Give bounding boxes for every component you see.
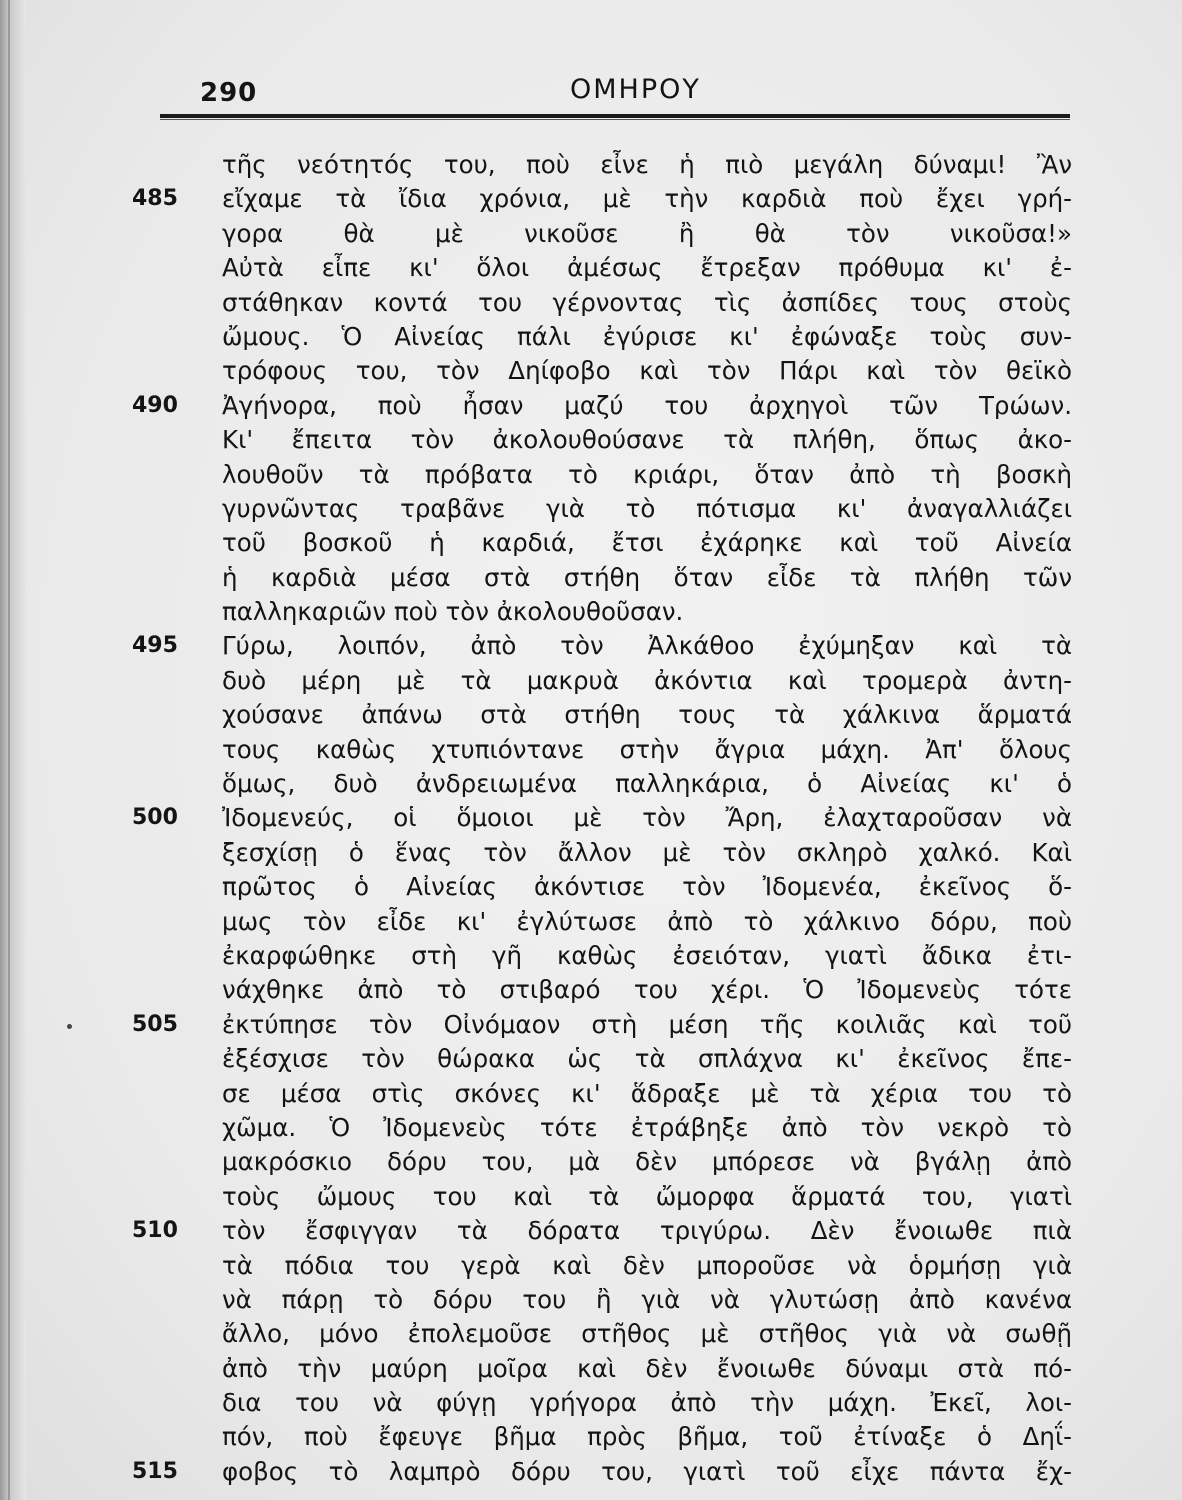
line-text: λουθοῦν τὰ πρόβατα τὸ κριάρι, ὅταν ἀπὸ τὴ βοσκὴ [222, 459, 1072, 489]
text-line [132, 767, 1072, 801]
line-text: εἴχαμε τὰ ἴδια χρόνια, μὲ τὴν καρδιὰ ποὺ ἔχει γρή- [222, 184, 1072, 214]
line-text: Ἰδομενεύς, οἱ ὅμοιοι μὲ τὸν Ἄρη, ἐλαχταροῦσαν νὰ [222, 803, 1072, 833]
line-text: ἀπὸ τὴν μαύρη μοῖρα καὶ δὲν ἔνοιωθε δύναμι στὰ πό- [222, 1353, 1072, 1383]
line-text: τοὺς ὤμους του καὶ τὰ ὤμορφα ἅρματά του, γιατὶ [222, 1181, 1072, 1211]
line-number: 485 [132, 186, 178, 212]
header-rule [160, 114, 1070, 118]
line-text: ἡ καρδιὰ μέσα στὰ στήθη ὅταν εἶδε τὰ πλήθη τῶν [222, 562, 1072, 592]
line-text: ἐκτύπησε τὸν Οἰνόμαον στὴ μέση τῆς κοιλιᾶς καὶ τοῦ [222, 1009, 1072, 1039]
line-text: Ἀγήνορα, ποὺ ἦσαν μαζύ του ἀρχηγοὶ τῶν Τρώων. [222, 390, 1072, 420]
text-line [132, 905, 1072, 939]
text-line [132, 733, 1072, 767]
text-line [132, 1455, 1072, 1489]
text-line [132, 251, 1072, 285]
text-line [132, 939, 1072, 973]
line-number: 500 [132, 805, 178, 831]
text-line [132, 973, 1072, 1007]
text-line [132, 1352, 1072, 1386]
text-line [132, 629, 1072, 663]
page-gutter-shadow [0, 0, 26, 1500]
line-text: τοῦ βοσκοῦ ἡ καρδιά, ἔτσι ἐχάρηκε καὶ τοῦ Αἰνεία [222, 528, 1072, 558]
line-text: πόν, ποὺ ἔφευγε βῆμα πρὸς βῆμα, τοῦ ἐτίναξε ὁ Δηΐ- [222, 1422, 1072, 1452]
line-text: χῶμα. Ὁ Ἰδομενεὺς τότε ἐτράβηξε ἀπὸ τὸν νεκρὸ τὸ [222, 1112, 1072, 1142]
text-line [132, 698, 1072, 732]
text-line [132, 1111, 1072, 1145]
text-line [132, 664, 1072, 698]
line-text: μως τὸν εἶδε κι' ἐγλύτωσε ἀπὸ τὸ χάλκινο δόρυ, ποὺ [222, 906, 1072, 936]
line-text: δια του νὰ φύγῃ γρήγορα ἀπὸ τὴν μάχη. Ἐκεῖ, λοι- [222, 1388, 1072, 1418]
line-text: ὤμους. Ὁ Αἰνείας πάλι ἐγύρισε κι' ἐφώναξε τοὺς συν- [222, 321, 1072, 351]
line-text: σε μέσα στὶς σκόνες κι' ἅδραξε μὲ τὰ χέρια του τὸ [222, 1078, 1072, 1108]
text-line [132, 423, 1072, 457]
text-line [132, 561, 1072, 595]
line-text: στάθηκαν κοντά του γέρνοντας τὶς ἀσπίδες τους στοὺς [222, 287, 1072, 317]
text-line [132, 1077, 1072, 1111]
line-number: 505 [132, 1011, 178, 1037]
page-edge-line [8, 0, 10, 1500]
text-line [132, 1249, 1072, 1283]
text-line [132, 389, 1072, 423]
line-text: δυὸ μέρη μὲ τὰ μακρυὰ ἀκόντια καὶ τρομερὰ ἀντη- [222, 665, 1072, 695]
line-text: ὅμως, δυὸ ἀνδρειωμένα παλληκάρια, ὁ Αἰνείας κι' ὁ [222, 769, 1072, 799]
text-line [132, 1042, 1072, 1076]
text-line [132, 1214, 1072, 1248]
text-line [132, 286, 1072, 320]
text-line [132, 526, 1072, 560]
line-text: ἐξέσχισε τὸν θώρακα ὡς τὰ σπλάχνα κι' ἐκεῖνος ἔπε- [222, 1044, 1072, 1074]
line-text: γυρνῶντας τραβᾶνε γιὰ τὸ πότισμα κι' ἀναγαλλιάζει [222, 493, 1072, 523]
line-text: ξεσχίσῃ ὁ ἕνας τὸν ἄλλον μὲ τὸν σκληρὸ χαλκό. Καὶ [222, 837, 1072, 867]
line-text: τους καθὼς χτυπιόντανε στὴν ἄγρια μάχη. Ἀπ' ὅλους [222, 734, 1072, 764]
line-number: 490 [132, 392, 178, 418]
text-line [132, 870, 1072, 904]
text-line [132, 320, 1072, 354]
line-text: τὰ πόδια του γερὰ καὶ δὲν μποροῦσε νὰ ὁρμήσῃ γιὰ [222, 1250, 1072, 1280]
line-text: τὸν ἔσφιγγαν τὰ δόρατα τριγύρω. Δὲν ἔνοιωθε πιὰ [222, 1216, 1072, 1246]
line-number: 510 [132, 1218, 178, 1244]
line-text: νάχθηκε ἀπὸ τὸ στιβαρό του χέρι. Ὁ Ἰδομενεὺς τότε [222, 975, 1072, 1005]
text-line [132, 595, 1072, 629]
line-number: 515 [132, 1458, 178, 1484]
text-line [132, 1145, 1072, 1179]
text-line [132, 492, 1072, 526]
page-number: 290 [200, 78, 258, 108]
header-rule-thin [160, 119, 1070, 120]
text-line [132, 1317, 1072, 1351]
line-number: 495 [132, 633, 178, 659]
text-line [132, 148, 1072, 182]
line-text: χούσανε ἀπάνω στὰ στήθη τους τὰ χάλκινα ἅρματά [222, 700, 1072, 730]
line-text: ἐκαρφώθηκε στὴ γῆ καθὼς ἐσειόταν, γιατὶ ἄδικα ἐτι- [222, 940, 1072, 970]
text-line [132, 182, 1072, 216]
line-text: νὰ πάρῃ τὸ δόρυ του ἢ γιὰ νὰ γλυτώσῃ ἀπὸ κανένα [222, 1284, 1072, 1314]
text-line [132, 1283, 1072, 1317]
body-text [132, 148, 1072, 1489]
text-line [132, 458, 1072, 492]
line-text: παλληκαριῶν ποὺ τὸν ἀκολουθοῦσαν. [222, 597, 684, 627]
text-line [132, 1386, 1072, 1420]
line-text: Κι' ἔπειτα τὸν ἀκολουθούσανε τὰ πλήθη, ὅπως ἀκο- [222, 425, 1072, 455]
text-line [132, 1008, 1072, 1042]
line-text: μακρόσκιο δόρυ του, μὰ δὲν μπόρεσε νὰ βγάλῃ ἀπὸ [222, 1147, 1072, 1177]
line-text: Γύρω, λοιπόν, ἀπὸ τὸν Ἀλκάθοο ἐχύμηξαν καὶ τὰ [222, 631, 1072, 661]
line-text: φοβος τὸ λαμπρὸ δόρυ του, γιατὶ τοῦ εἶχε πάντα ἔχ- [222, 1456, 1072, 1486]
line-text: τρόφους του, τὸν Δηίφοβο καὶ τὸν Πάρι καὶ τὸν θεϊκὸ [222, 356, 1072, 386]
line-text: ἄλλο, μόνο ἐπολεμοῦσε στῆθος μὲ στῆθος γιὰ νὰ σωθῇ [222, 1319, 1072, 1349]
text-line [132, 801, 1072, 835]
running-head: ΟΜΗΡΟΥ [570, 74, 701, 105]
line-text: πρῶτος ὁ Αἰνείας ἀκόντισε τὸν Ἰδομενέα, ἐκεῖνος ὅ- [222, 872, 1072, 902]
line-text: τῆς νεότητός του, ποὺ εἶνε ἡ πιὸ μεγάλη δύναμι! Ἂν [222, 150, 1072, 179]
text-line [132, 1420, 1072, 1454]
line-text: γορα θὰ μὲ νικοῦσε ἢ θὰ τὸν νικοῦσα!» [222, 218, 1072, 248]
text-line [132, 354, 1072, 388]
text-line [132, 836, 1072, 870]
text-line [132, 217, 1072, 251]
line-text: Αὐτὰ εἶπε κι' ὅλοι ἀμέσως ἔτρεξαν πρόθυμα κι' ἐ- [222, 253, 1072, 283]
stray-ink-dot [67, 1024, 72, 1029]
text-line [132, 1180, 1072, 1214]
